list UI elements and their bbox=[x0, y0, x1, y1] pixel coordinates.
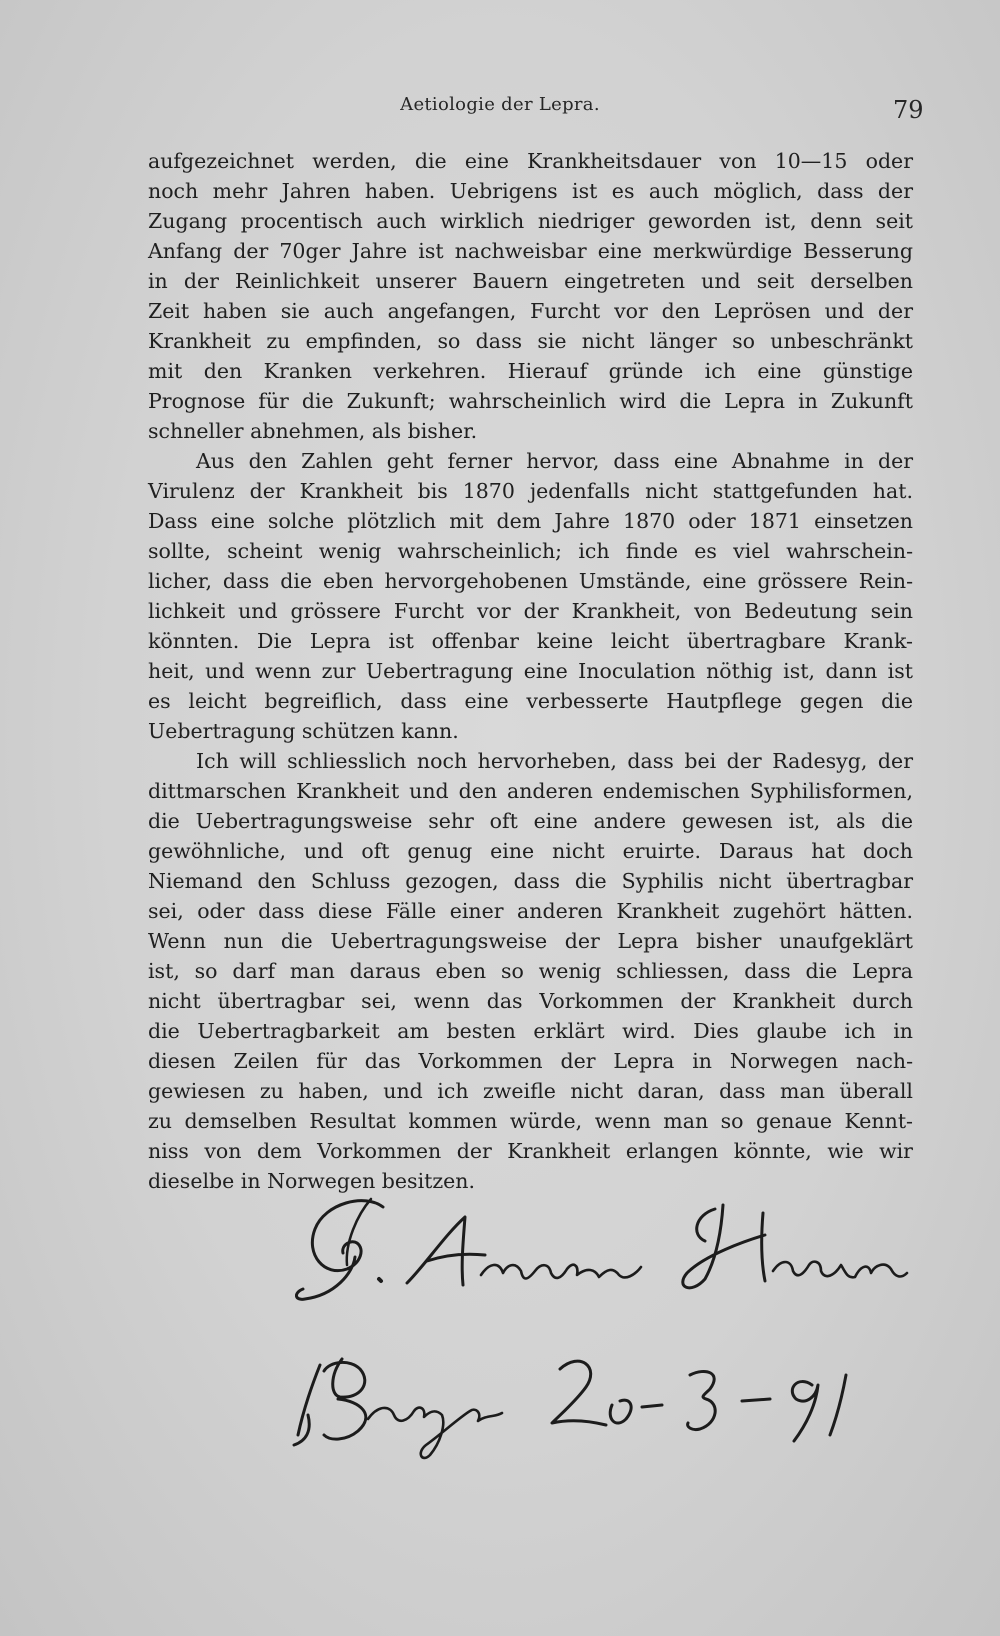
text-line: zu demselben Resultat kommen würde, wenn man so genaue Kennt- bbox=[148, 1109, 913, 1133]
handwritten-signature bbox=[295, 1195, 915, 1305]
text-line: diesen Zeilen für das Vorkommen der Lepra in Norwegen nach- bbox=[148, 1049, 913, 1073]
text-line: noch mehr Jahren haben. Uebrigens ist es auch möglich, dass der bbox=[148, 179, 913, 203]
text-line: lichkeit und grössere Furcht vor der Krankheit, von Bedeutung sein bbox=[148, 599, 913, 623]
text-line: könnten. Die Lepra ist offenbar keine leicht übertragbare Krank- bbox=[148, 629, 913, 653]
text-line: gewöhnliche, und oft genug eine nicht eruirte. Daraus hat doch bbox=[148, 839, 913, 863]
text-line: sollte, scheint wenig wahrscheinlich; ich finde es viel wahrschein- bbox=[148, 539, 913, 563]
text-line: die Uebertragungsweise sehr oft eine andere gewesen ist, als die bbox=[148, 809, 913, 833]
text-line: aufgezeichnet werden, die eine Krankheitsdauer von 10—15 oder bbox=[148, 149, 913, 173]
text-line: Zugang procentisch auch wirklich niedriger geworden ist, denn seit bbox=[148, 209, 913, 233]
text-line: niss von dem Vorkommen der Krankheit erlangen könnte, wie wir bbox=[148, 1139, 913, 1163]
body-text bbox=[148, 146, 913, 1196]
text-line: Uebertragung schützen kann. bbox=[148, 719, 459, 743]
text-line: gewiesen zu haben, und ich zweifle nicht daran, dass man überall bbox=[148, 1079, 913, 1103]
text-line: sei, oder dass diese Fälle einer anderen Krankheit zugehört hätten. bbox=[148, 899, 913, 923]
text-line: die Uebertragbarkeit am besten erklärt wird. Dies glaube ich in bbox=[148, 1019, 913, 1043]
text-line: nicht übertragbar sei, wenn das Vorkommen der Krankheit durch bbox=[148, 989, 913, 1013]
handwritten-place-date bbox=[290, 1345, 890, 1460]
text-line: Prognose für die Zukunft; wahrscheinlich wird die Lepra in Zukunft bbox=[148, 389, 913, 413]
text-line: Niemand den Schluss gezogen, dass die Syphilis nicht übertragbar bbox=[148, 869, 913, 893]
text-line: Krankheit zu empfinden, so dass sie nicht länger so unbeschränkt bbox=[148, 329, 913, 353]
text-line: Aus den Zahlen geht ferner hervor, dass eine Abnahme in der bbox=[196, 449, 913, 473]
text-line: Virulenz der Krankheit bis 1870 jedenfalls nicht stattgefunden hat. bbox=[148, 479, 913, 503]
text-line: heit, und wenn zur Uebertragung eine Inoculation nöthig ist, dann ist bbox=[148, 659, 913, 683]
page-number: 79 bbox=[893, 96, 924, 124]
text-line: Anfang der 70ger Jahre ist nachweisbar eine merkwürdige Besserung bbox=[148, 239, 913, 263]
text-line: dieselbe in Norwegen besitzen. bbox=[148, 1169, 476, 1193]
text-line: dittmarschen Krankheit und den anderen endemischen Syphilisformen, bbox=[148, 779, 913, 803]
text-line: ist, so darf man daraus eben so wenig schliessen, dass die Lepra bbox=[148, 959, 913, 983]
running-title: Aetiologie der Lepra. bbox=[400, 94, 600, 115]
text-line: Wenn nun die Uebertragungsweise der Lepra bisher unaufgeklärt bbox=[148, 929, 913, 953]
text-line: licher, dass die eben hervorgehobenen Umstände, eine grössere Rein- bbox=[148, 569, 913, 593]
text-line: schneller abnehmen, als bisher. bbox=[148, 419, 478, 443]
text-line: es leicht begreiflich, dass eine verbesserte Hautpflege gegen die bbox=[148, 689, 913, 713]
text-line: mit den Kranken verkehren. Hierauf gründe ich eine günstige bbox=[148, 359, 913, 383]
text-line: Ich will schliesslich noch hervorheben, dass bei der Radesyg, der bbox=[196, 749, 913, 773]
text-line: Dass eine solche plötzlich mit dem Jahre 1870 oder 1871 einsetzen bbox=[148, 509, 913, 533]
text-line: Zeit haben sie auch angefangen, Furcht vor den Leprösen und der bbox=[148, 299, 913, 323]
text-line: in der Reinlichkeit unserer Bauern eingetreten und seit derselben bbox=[148, 269, 913, 293]
